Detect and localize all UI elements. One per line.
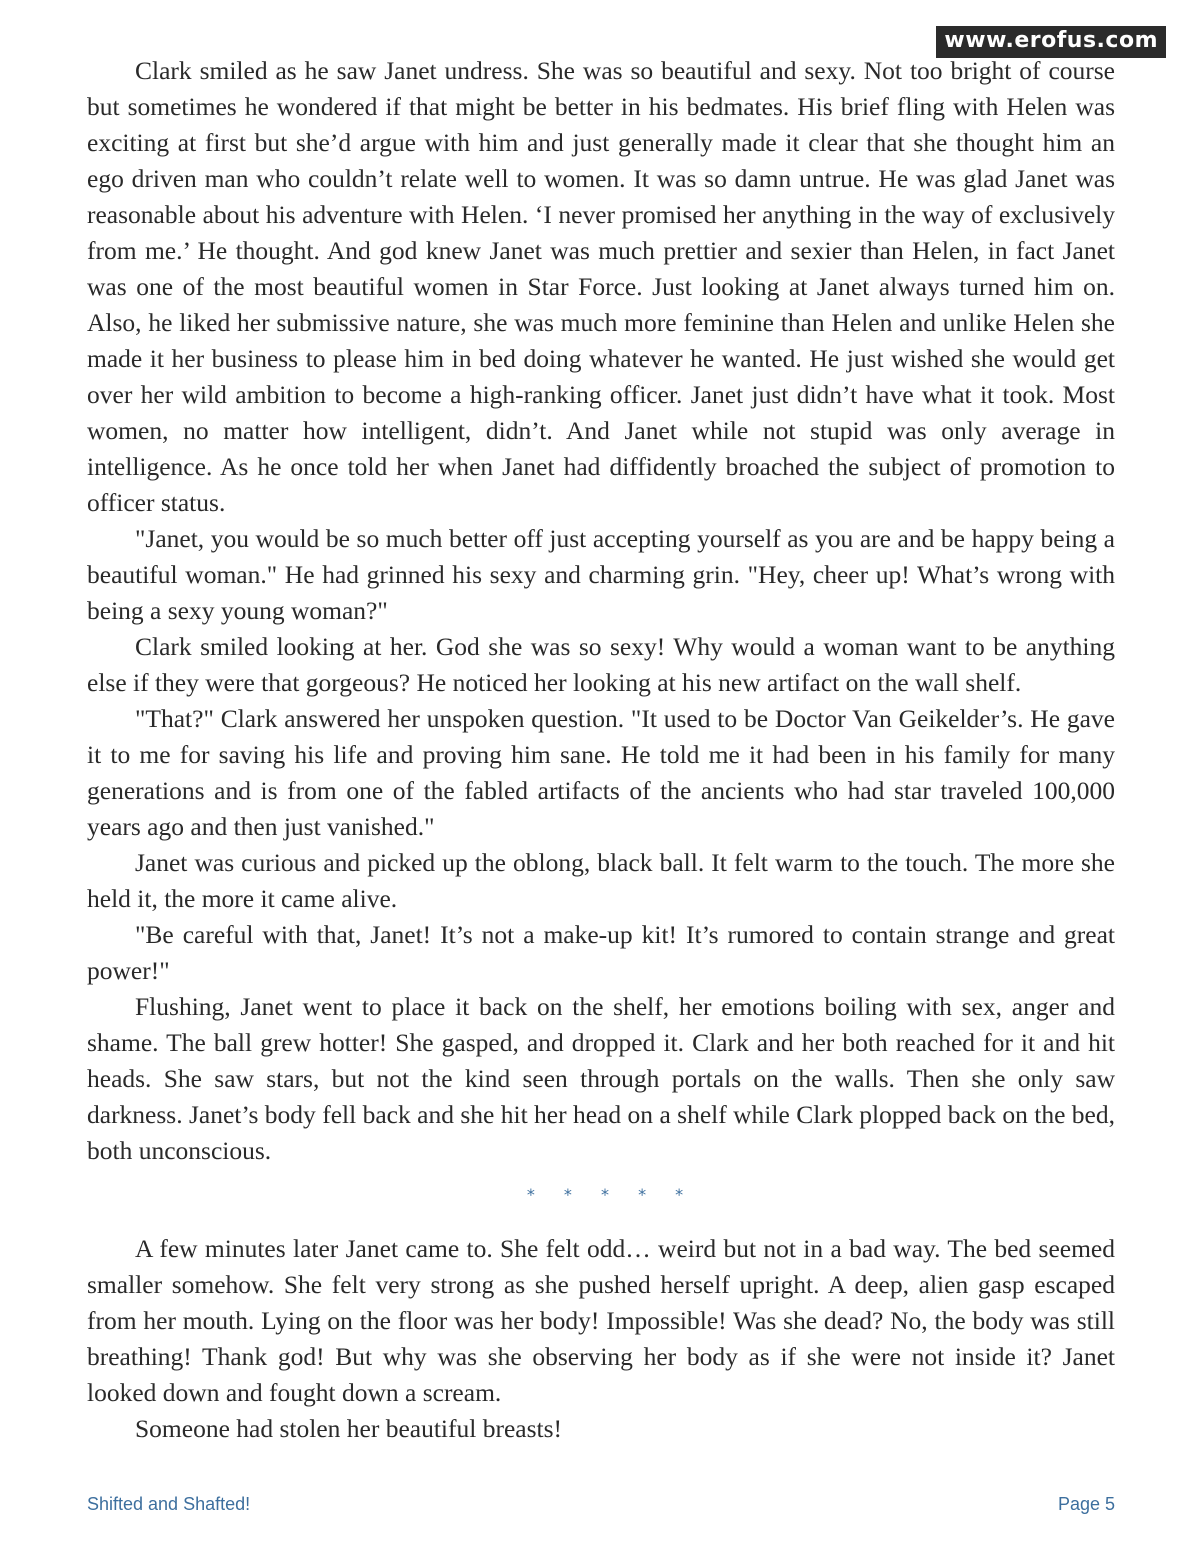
paragraph: "Be careful with that, Janet! It’s not a make-up kit! It’s rumored to contain strange and great power!" (87, 920, 1115, 985)
page-body (87, 53, 1115, 1447)
paragraph: "That?" Clark answered her unspoken question. "It used to be Doctor Van Geikelder’s. He gave it to me for saving his life and proving him sane. He told me it had been in his family for many generations and is from one of the fabled artifacts of the ancients who had star traveled 100,000 years ago and then just vanished." (87, 704, 1115, 841)
paragraph: Janet was curious and picked up the oblong, black ball. It felt warm to the touch. The more she held it, the more it came alive. (87, 848, 1115, 913)
paragraph: "Janet, you would be so much better off just accepting yourself as you are and be happy being a beautiful woman." He had grinned his sexy and charming grin. "Hey, cheer up! What’s wrong with being a sexy young woman?" (87, 524, 1115, 625)
page-footer (87, 1494, 1115, 1518)
footer-page-number: Page 5 (1057, 1494, 1115, 1514)
footer-book-title: Shifted and Shafted! (87, 1494, 251, 1514)
paragraph: Flushing, Janet went to place it back on the shelf, her emotions boiling with sex, anger and shame. The ball grew hotter! She gasped, and dropped it. Clark and her both reached for it and hit heads. She saw stars, but not the kind seen through portals on the walls. Then she only saw darkness. Janet’s body fell back and she hit her head on a shelf while Clark plopped back on the bed, both unconscious. (87, 992, 1115, 1165)
paragraph: Clark smiled as he saw Janet undress. She was so beautiful and sexy. Not too bright of course but sometimes he wondered if that might be better in his bedmates. His brief fling with Helen was exciting at first but she’d argue with him and just generally made it clear that she thought him an ego driven man who couldn’t relate well to women. It was so damn untrue. He was glad Janet was reasonable about his adventure with Helen. ‘I never promised her anything in the way of exclusively from me.’ He thought. And god knew Janet was much prettier and sexier than Helen, in fact Janet was one of the most beautiful women in Star Force. Just looking at Janet always turned him on. Also, he liked her submissive nature, she was much more feminine than Helen and unlike Helen she made it her business to please him in bed doing whatever he wanted. He just wished she would get over her wild ambition to become a high-ranking officer. Janet just didn’t have what it took. Most women, no matter how intelligent, didn’t. And Janet while not stupid was only average in intelligence. As he once told her when Janet had diffidently broached the subject of promotion to officer status. (87, 56, 1115, 517)
paragraph: Someone had stolen her beautiful breasts! (135, 1414, 563, 1443)
paragraph: A few minutes later Janet came to. She felt odd… weird but not in a bad way. The bed seemed smaller somehow. She felt very strong as she pushed herself upright. A deep, alien gasp escaped from her mouth. Lying on the floor was her body! Impossible! Was she dead? No, the body was still breathing! Thank god! But why was she observing her body as if she were not inside it? Janet looked down and fought down a scream. (87, 1234, 1115, 1407)
watermark: www.erofus.com (936, 26, 1166, 58)
paragraph: Clark smiled looking at her. God she was so sexy! Why would a woman want to be anything else if they were that gorgeous? He noticed her looking at his new artifact on the wall shelf. (87, 632, 1115, 697)
section-separator: * * * * * (526, 1185, 696, 1204)
